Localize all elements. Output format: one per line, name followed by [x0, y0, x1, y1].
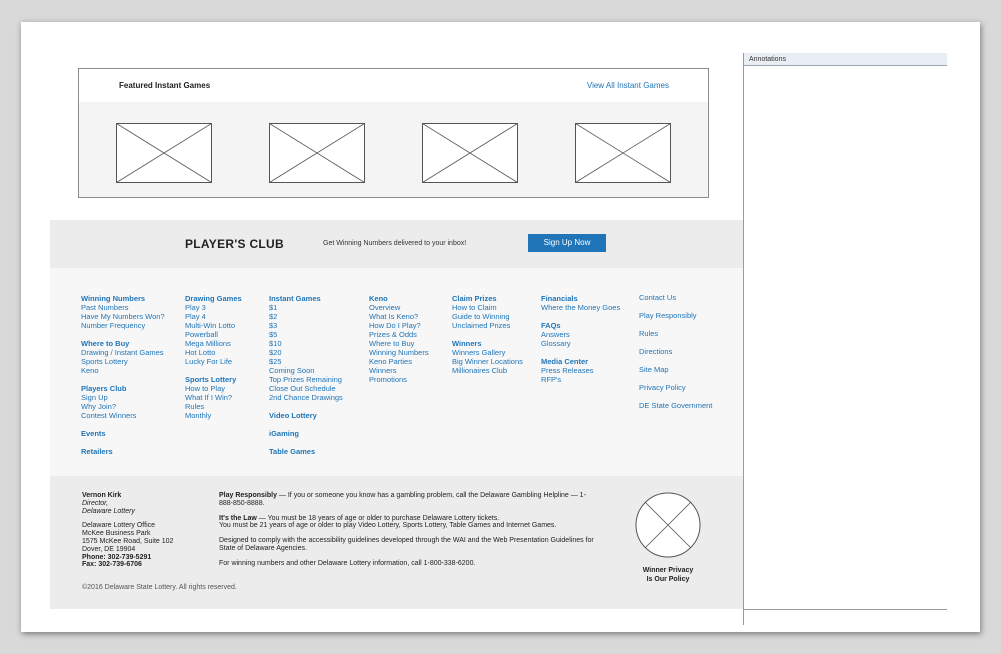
director-address-block — [82, 492, 173, 569]
spacer — [81, 375, 165, 384]
director-name: Vernon Kirk — [82, 492, 122, 499]
link-keno-where-to-buy[interactable]: Where to Buy — [369, 339, 415, 348]
link-press-releases[interactable]: Press Releases — [541, 366, 594, 375]
link-heading-video-lottery[interactable]: Video Lottery — [269, 411, 317, 420]
link-keno[interactable]: Keno — [81, 366, 99, 375]
spacer — [82, 515, 173, 522]
link-heading-faqs[interactable]: FAQs — [541, 321, 561, 330]
seal-caption-line-2: Is Our Policy — [646, 575, 690, 583]
link-have-my-numbers-won[interactable]: Have My Numbers Won? — [81, 312, 165, 321]
link-past-numbers[interactable]: Past Numbers — [81, 303, 129, 312]
link-column-4 — [369, 294, 429, 384]
director-title: Director, — [82, 499, 109, 507]
link-rfps[interactable]: RFP's — [541, 375, 562, 384]
director-org: Delaware Lottery — [82, 507, 135, 515]
featured-title: Featured Instant Games — [119, 81, 211, 90]
spacer — [269, 402, 343, 411]
play-responsibly-text: — If you or someone you know has a gambling problem, call the Delaware Gambling Helpline — 1-888-850-8888. — [219, 492, 586, 507]
seal-caption-line-1: Winner Privacy — [642, 567, 694, 574]
link-keno-parties[interactable]: Keno Parties — [369, 357, 412, 366]
link-guide-to-winning[interactable]: Guide to Winning — [452, 312, 510, 321]
wireframe-sheet — [21, 22, 980, 632]
link-play-responsibly[interactable]: Play Responsibly — [639, 311, 697, 320]
link-de-state-government[interactable]: DE State Government — [639, 401, 713, 410]
link-heading-sports-lottery[interactable]: Sports Lottery — [185, 375, 237, 384]
game-image-placeholder-1[interactable] — [116, 123, 212, 183]
its-the-law-text: — You must be 18 years of age or older to purchase Delaware Lottery tickets. — [256, 514, 500, 522]
link-monthly[interactable]: Monthly — [185, 411, 212, 420]
link-mega-millions[interactable]: Mega Millions — [185, 339, 231, 348]
link-sign-up[interactable]: Sign Up — [81, 393, 108, 402]
link-play-4[interactable]: Play 4 — [185, 312, 206, 321]
link-1-dollar[interactable]: $1 — [269, 303, 278, 312]
annotations-divider — [743, 53, 744, 625]
link-heading-media-center[interactable]: Media Center — [541, 357, 589, 366]
spacer — [81, 438, 165, 447]
link-multi-win-lotto[interactable]: Multi-Win Lotto — [185, 321, 236, 330]
link-what-if-i-win[interactable]: What If I Win? — [185, 393, 233, 402]
winner-privacy-seal-placeholder — [635, 492, 701, 558]
link-3-dollar[interactable]: $3 — [269, 321, 278, 330]
link-column-7 — [639, 289, 712, 415]
link-contact-us[interactable]: Contact Us — [639, 293, 677, 302]
link-heading-retailers[interactable]: Retailers — [81, 447, 113, 456]
link-heading-winners[interactable]: Winners — [452, 339, 482, 348]
link-heading-drawing-games[interactable]: Drawing Games — [185, 294, 242, 303]
link-column-3 — [269, 294, 343, 456]
featured-header — [79, 69, 708, 102]
link-close-out-schedule[interactable]: Close Out Schedule — [269, 384, 336, 393]
link-keno-promotions[interactable]: Promotions — [369, 375, 407, 384]
address-line-1: Delaware Lottery Office — [82, 522, 156, 530]
address-line-2: McKee Business Park — [82, 530, 151, 538]
link-rules[interactable]: Rules — [185, 402, 205, 411]
link-directions[interactable]: Directions — [639, 347, 673, 356]
footer-link-columns — [50, 268, 743, 476]
link-column-6 — [541, 294, 620, 384]
link-unclaimed-prizes[interactable]: Unclaimed Prizes — [452, 321, 511, 330]
game-image-placeholder-2[interactable] — [269, 123, 365, 183]
link-heading-igaming[interactable]: iGaming — [269, 429, 300, 438]
play-responsibly-label: Play Responsibly — [219, 492, 277, 499]
link-how-do-i-play[interactable]: How Do I Play? — [369, 321, 421, 330]
link-glossary[interactable]: Glossary — [541, 339, 571, 348]
view-all-instant-games-link[interactable]: View All Instant Games — [586, 81, 669, 90]
link-drawing-instant-games[interactable]: Drawing / Instant Games — [81, 348, 164, 357]
link-25-dollar[interactable]: $25 — [269, 357, 282, 366]
link-play-3[interactable]: Play 3 — [185, 303, 206, 312]
footer — [50, 476, 743, 609]
link-answers[interactable]: Answers — [541, 330, 570, 339]
link-powerball[interactable]: Powerball — [185, 330, 218, 339]
link-keno-winning-numbers[interactable]: Winning Numbers — [369, 348, 429, 357]
spacer — [81, 420, 165, 429]
link-prizes-odds[interactable]: Prizes & Odds — [369, 330, 417, 339]
link-heading-table-games[interactable]: Table Games — [269, 447, 316, 456]
spacer — [81, 330, 165, 339]
accessibility-statement: Designed to comply with the accessibility guidelines developed through the WAI and the Web Presentation Guidelines for State of Delaware Agencies. — [219, 537, 594, 552]
link-2nd-chance-drawings[interactable]: 2nd Chance Drawings — [269, 393, 343, 402]
link-heading-financials[interactable]: Financials — [541, 294, 578, 303]
link-top-prizes-remaining[interactable]: Top Prizes Remaining — [269, 375, 342, 384]
link-coming-soon[interactable]: Coming Soon — [269, 366, 315, 375]
link-big-winner-locations[interactable]: Big Winner Locations — [452, 357, 523, 366]
link-lucky-for-life[interactable]: Lucky For Life — [185, 357, 233, 366]
link-millionaires-club[interactable]: Millionaires Club — [452, 366, 508, 375]
link-10-dollar[interactable]: $10 — [269, 339, 282, 348]
link-why-join[interactable]: Why Join? — [81, 402, 117, 411]
spacer — [541, 312, 620, 321]
its-the-law-label: It's the Law — [219, 514, 257, 522]
legal-text-block — [219, 492, 599, 575]
spacer — [541, 348, 620, 357]
spacer — [185, 366, 242, 375]
fax-number: Fax: 302-739-6706 — [82, 561, 142, 569]
link-column-5 — [452, 294, 523, 375]
link-keno-winners[interactable]: Winners — [369, 366, 397, 375]
link-column-2 — [185, 294, 242, 420]
link-how-to-claim[interactable]: How to Claim — [452, 303, 497, 312]
link-heading-events[interactable]: Events — [81, 429, 106, 438]
link-sports-lottery[interactable]: Sports Lottery — [81, 357, 128, 366]
link-heading-winning-numbers[interactable]: Winning Numbers — [81, 294, 146, 303]
spacer — [452, 330, 523, 339]
annotations-header: Annotations — [744, 53, 947, 66]
copyright-text: ©2016 Delaware State Lottery. All rights reserved. — [82, 584, 237, 591]
link-heading-instant-games[interactable]: Instant Games — [269, 294, 321, 303]
link-20-dollar[interactable]: $20 — [269, 348, 282, 357]
players-club-banner — [50, 220, 743, 268]
players-club-title: PLAYER'S CLUB — [185, 237, 284, 251]
link-heading-where-to-buy[interactable]: Where to Buy — [81, 339, 130, 348]
link-what-is-keno[interactable]: What Is Keno? — [369, 312, 419, 321]
link-site-map[interactable]: Site Map — [639, 365, 669, 374]
game-image-placeholder-4[interactable] — [575, 123, 671, 183]
featured-instant-games — [78, 68, 709, 198]
link-heading-keno[interactable]: Keno — [369, 294, 388, 303]
link-heading-claim-prizes[interactable]: Claim Prizes — [452, 294, 497, 303]
phone-number: Phone: 302-739-5291 — [82, 553, 152, 561]
winner-privacy-caption — [630, 567, 706, 584]
link-privacy-policy[interactable]: Privacy Policy — [639, 383, 686, 392]
link-winners-gallery[interactable]: Winners Gallery — [452, 348, 506, 357]
information-line: For winning numbers and other Delaware Lottery information, call 1-800-338-6200. — [219, 559, 476, 567]
spacer — [269, 420, 343, 429]
sign-up-now-button[interactable]: Sign Up Now — [528, 234, 606, 252]
annotations-bottom-rule — [744, 609, 947, 610]
link-column-1 — [81, 294, 165, 456]
link-number-frequency[interactable]: Number Frequency — [81, 321, 146, 330]
link-contest-winners[interactable]: Contest Winners — [81, 411, 137, 420]
spacer — [269, 438, 343, 447]
link-where-the-money-goes[interactable]: Where the Money Goes — [541, 303, 621, 312]
link-side-rules[interactable]: Rules — [639, 329, 659, 338]
its-the-law-text-2: You must be 21 years of age or older to play Video Lottery, Sports Lottery, Table Games and Internet Games. — [219, 522, 557, 530]
address-line-4: Dover, DE 19904 — [82, 545, 136, 553]
players-club-tagline: Get Winning Numbers delivered to your inbox! — [323, 240, 467, 247]
link-how-to-play[interactable]: How to Play — [185, 384, 226, 393]
link-5-dollar[interactable]: $5 — [269, 330, 278, 339]
game-image-placeholder-3[interactable] — [422, 123, 518, 183]
address-line-3: 1575 McKee Road, Suite 102 — [82, 537, 174, 545]
link-hot-lotto[interactable]: Hot Lotto — [185, 348, 216, 357]
link-2-dollar[interactable]: $2 — [269, 312, 278, 321]
link-keno-overview[interactable]: Overview — [369, 303, 401, 312]
link-heading-players-club[interactable]: Players Club — [81, 384, 127, 393]
